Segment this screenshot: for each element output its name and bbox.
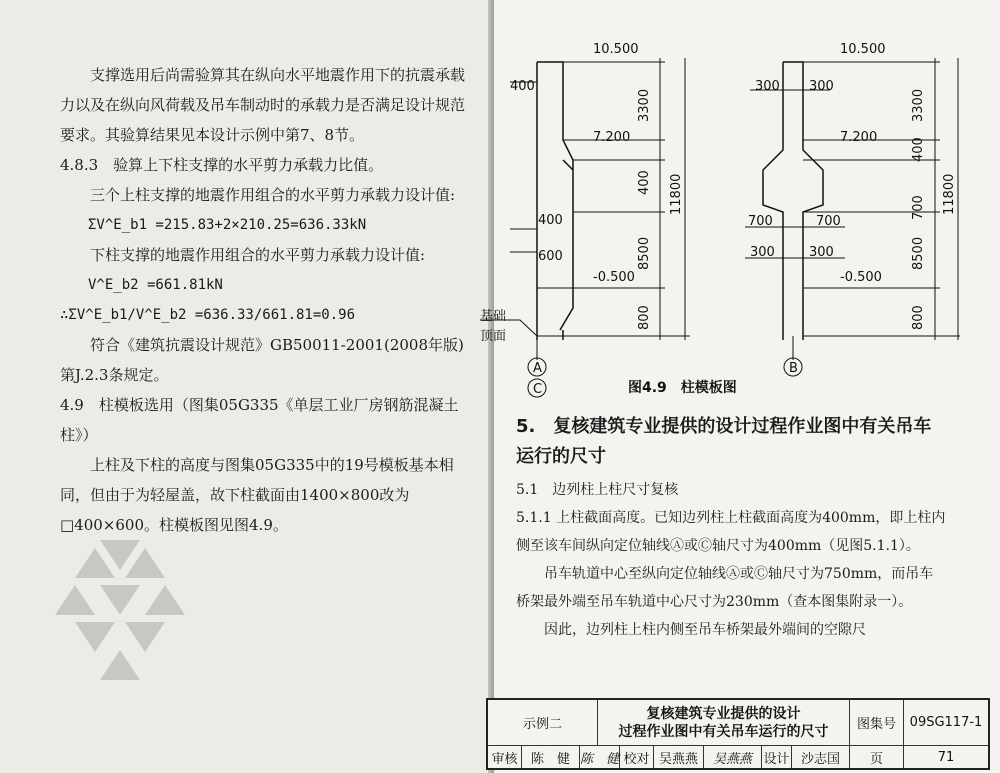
dimension-label: 11800 xyxy=(669,173,684,215)
dimension-label: 400 xyxy=(911,137,926,162)
checker-name: 吴燕燕 xyxy=(654,746,704,768)
paragraph: 下柱支撑的地震作用组合的水平剪力承载力设计值: xyxy=(90,246,426,264)
check-label: 校对 xyxy=(620,746,654,768)
left-page xyxy=(0,0,494,773)
dimension-label: 11800 xyxy=(942,173,957,215)
reviewer-signature: 陈 健 xyxy=(580,746,620,768)
elevation-label: 7.200 xyxy=(840,130,878,145)
elevation-label: -0.500 xyxy=(840,270,882,285)
dimension-label: 300 xyxy=(809,245,834,260)
reviewer-name: 陈 健 xyxy=(522,746,580,768)
dimension-label: 700 xyxy=(816,214,841,229)
axis-marker xyxy=(784,358,802,376)
atlas-number: 09SG117-1 xyxy=(904,700,988,746)
checker-signature: 吴燕燕 xyxy=(704,746,762,768)
paragraph: 三个上柱支撑的地震作用组合的水平剪力承载力设计值: xyxy=(90,186,456,204)
drawing-title-block xyxy=(486,698,990,770)
axis-marker xyxy=(528,379,546,397)
dimension-label: 3300 xyxy=(911,88,926,122)
elevation-label: 10.500 xyxy=(593,42,639,57)
svg-text:B: B xyxy=(789,361,798,376)
formula: ΣV^E_b1 =215.83+2×210.25=636.33kN xyxy=(88,217,367,233)
base-top-label: 基础 xyxy=(480,309,507,324)
dimension-label: 800 xyxy=(911,305,926,330)
designer-name: 沙志国 xyxy=(792,746,850,768)
section-heading: 4.8.3 验算上下柱支撑的水平剪力承载力比值。 xyxy=(60,156,384,174)
section-heading: 4.9 柱模板选用（图集05G335《单层工业厂房钢筋混凝土柱》） xyxy=(60,396,459,444)
dimension-label: 300 xyxy=(809,79,834,94)
elevation-label: -0.500 xyxy=(593,270,635,285)
column-left-outline xyxy=(537,62,573,340)
dimension-label: 700 xyxy=(911,195,926,220)
page-label: 页 xyxy=(850,746,904,768)
paragraph: 上柱及下柱的高度与图集05G335中的19号模板基本相同，但由于为轻屋盖，故下柱截面由1400×800改为□400×600。柱模板图见图4.9。 xyxy=(60,456,454,534)
subsection-heading: 5.1 边列柱上柱尺寸复核 xyxy=(516,482,679,498)
dimension-label: 600 xyxy=(538,249,563,264)
paragraph: 5.1.1 上柱截面高度。已知边列柱上柱截面高度为400mm，即上柱内侧至该车间纵向定位轴线Ⓐ或Ⓒ轴尺寸为400mm（见图5.1.1）。 xyxy=(516,510,946,554)
review-label: 审核 xyxy=(488,746,522,768)
formula: ∴ΣV^E_b1/V^E_b2 =636.33/661.81=0.96 xyxy=(60,307,356,323)
example-label: 示例二 xyxy=(488,700,598,746)
dimension-label: 400 xyxy=(538,213,563,228)
dimension-label: 800 xyxy=(637,305,652,330)
dimension-label: 400 xyxy=(637,170,652,195)
elevation-label: 7.200 xyxy=(593,130,631,145)
dimension-label: 8500 xyxy=(637,236,652,270)
elevation-label: 10.500 xyxy=(840,42,886,57)
watermark-logo-icon xyxy=(55,540,185,680)
right-page-text xyxy=(516,412,946,644)
page-number: 71 xyxy=(937,749,955,765)
svg-text:C: C xyxy=(533,382,543,397)
axis-marker xyxy=(528,358,546,376)
paragraph: 符合《建筑抗震设计规范》GB50011-2001(2008年版)第J.2.3条规定。 xyxy=(60,336,464,384)
dimension-label: 300 xyxy=(755,79,780,94)
atlas-number-label: 图集号 xyxy=(850,700,904,746)
dimension-label: 700 xyxy=(748,214,773,229)
paragraph: 因此，边列柱上柱内侧至吊车桥架最外端间的空隙尺 xyxy=(544,622,866,638)
dimension-label: 8500 xyxy=(911,236,926,270)
dimension-label: 300 xyxy=(750,245,775,260)
left-page-text xyxy=(60,60,465,540)
dimension-label: 400 xyxy=(510,79,535,94)
title-block-title: 复核建筑专业提供的设计 过程作业图中有关吊车运行的尺寸 xyxy=(598,700,850,746)
figure-caption: 图4.9 柱模板图 xyxy=(628,380,737,396)
design-label: 设计 xyxy=(762,746,792,768)
column-formwork-figure xyxy=(480,30,990,410)
formula: V^E_b2 =661.81kN xyxy=(88,277,223,293)
paragraph: 支撑选用后尚需验算其在纵向水平地震作用下的抗震承载力以及在纵向风荷载及吊车制动时的承载力是否满足设计规范要求。其验算结果见本设计示例中第7、8节。 xyxy=(60,66,466,144)
paragraph: 吊车轨道中心至纵向定位轴线Ⓐ或Ⓒ轴尺寸为750mm，而吊车桥架最外端至吊车轨道中心尺寸为230mm（查本图集附录一）。 xyxy=(516,566,934,610)
section-heading: 5. 复核建筑专业提供的设计过程作业图中有关吊车运行的尺寸 xyxy=(516,416,932,467)
dimension-label: 3300 xyxy=(637,88,652,122)
column-right-outline xyxy=(763,62,823,340)
svg-text:A: A xyxy=(533,361,542,376)
base-top-label: 顶面 xyxy=(480,329,507,344)
